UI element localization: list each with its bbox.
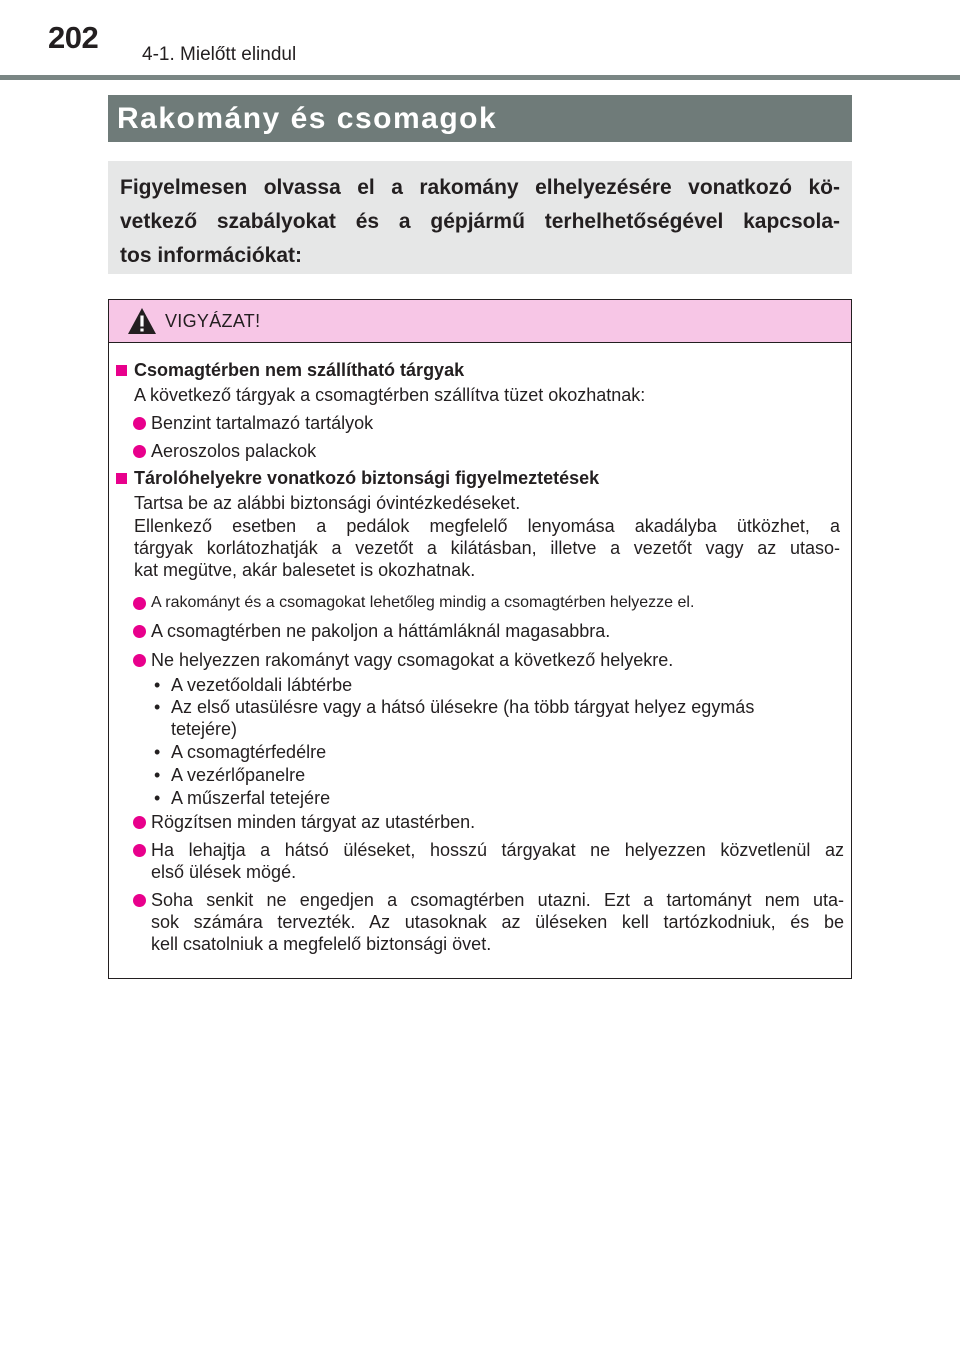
bullet-item-continuation: sok számára tervezték. Az utasoknak az üléseken kell tartózkodniuk, és be (151, 912, 844, 932)
square-bullet-icon (116, 365, 127, 376)
round-bullet-icon (133, 844, 146, 857)
section-text-2: Tartsa be az alábbi biztonsági óvintézkedéseket. (134, 493, 521, 513)
bullet-item: Rögzítsen minden tárgyat az utastérben. (151, 812, 476, 832)
round-bullet-icon (133, 894, 146, 907)
bullet-item: A rakományt és a csomagokat lehetőleg mindig a csomagtérben helyezze el. (151, 594, 695, 611)
intro-line-2: vetkező szabályokat és a gépjármű terhelhetőségével kapcsola- (120, 210, 840, 233)
section-heading-1: Csomagtérben nem szállítható tárgyak (134, 360, 465, 380)
round-bullet-icon (133, 654, 146, 667)
sub-bullet-marker: • (154, 788, 161, 808)
bullet-item: Benzint tartalmazó tartályok (151, 413, 374, 433)
round-bullet-icon (133, 597, 146, 610)
section-heading-2: Tárolóhelyekre vonatkozó biztonsági figyelmeztetések (134, 468, 600, 488)
bullet-item: Ne helyezzen rakományt vagy csomagokat a következő helyekre. (151, 650, 674, 670)
bullet-item-continuation: kell csatolniuk a megfelelő biztonsági övet. (151, 934, 492, 954)
section-reference: 4-1. Mielőtt elindul (142, 44, 297, 65)
page-number: 202 (48, 20, 99, 55)
warning-header (109, 300, 851, 343)
bullet-item: A csomagtérben ne pakoljon a háttámláknál magasabbra. (151, 621, 611, 641)
section-text-2b: tárgyak korlátozhatják a vezetőt a kilátásban, illetve a vezetőt vagy az utaso- (134, 538, 840, 558)
intro-line-3: tos információkat: (120, 244, 303, 267)
warning-label: VIGYÁZAT! (165, 310, 261, 331)
bullet-item: Ha lehajtja a hátsó üléseket, hosszú tárgyakat ne helyezzen közvetlenül az (151, 840, 844, 860)
section-text-1: A következő tárgyak a csomagtérben szállítva tüzet okozhatnak: (134, 385, 646, 405)
sub-item: A csomagtérfedélre (171, 742, 327, 762)
header-rule (0, 75, 960, 80)
warning-triangle-icon (127, 307, 157, 335)
warning-box (108, 299, 852, 979)
section-text-2b: Ellenkező esetben a pedálok megfelelő lenyomása akadályba ütközhet, a (134, 516, 840, 536)
square-bullet-icon (116, 473, 127, 484)
sub-bullet-marker: • (154, 742, 161, 762)
round-bullet-icon (133, 625, 146, 638)
intro-box (108, 161, 852, 274)
sub-bullet-marker: • (154, 765, 161, 785)
sub-bullet-marker: • (154, 675, 161, 695)
sub-item: A vezérlőpanelre (171, 765, 306, 785)
sub-item: Az első utasülésre vagy a hátsó ülésekre (ha több tárgyat helyez egymás (171, 697, 755, 717)
page-title: Rakomány és csomagok (108, 95, 852, 142)
sub-item-continuation: tetejére) (171, 719, 238, 739)
bullet-item: Soha senkit ne engedjen a csomagtérben utazni. Ezt a tartományt nem uta- (151, 890, 844, 910)
round-bullet-icon (133, 417, 146, 430)
sub-item: A vezetőoldali lábtérbe (171, 675, 353, 695)
bullet-item-continuation: első ülések mögé. (151, 862, 297, 882)
sub-bullet-marker: • (154, 697, 161, 717)
sub-item: A műszerfal tetejére (171, 788, 331, 808)
round-bullet-icon (133, 816, 146, 829)
intro-line-1: Figyelmesen olvassa el a rakomány elhelyezésére vonatkozó kö- (120, 176, 840, 199)
bullet-item: Aeroszolos palackok (151, 441, 317, 461)
round-bullet-icon (133, 445, 146, 458)
section-text-2b: kat megütve, akár balesetet is okozhatnak. (134, 560, 476, 580)
